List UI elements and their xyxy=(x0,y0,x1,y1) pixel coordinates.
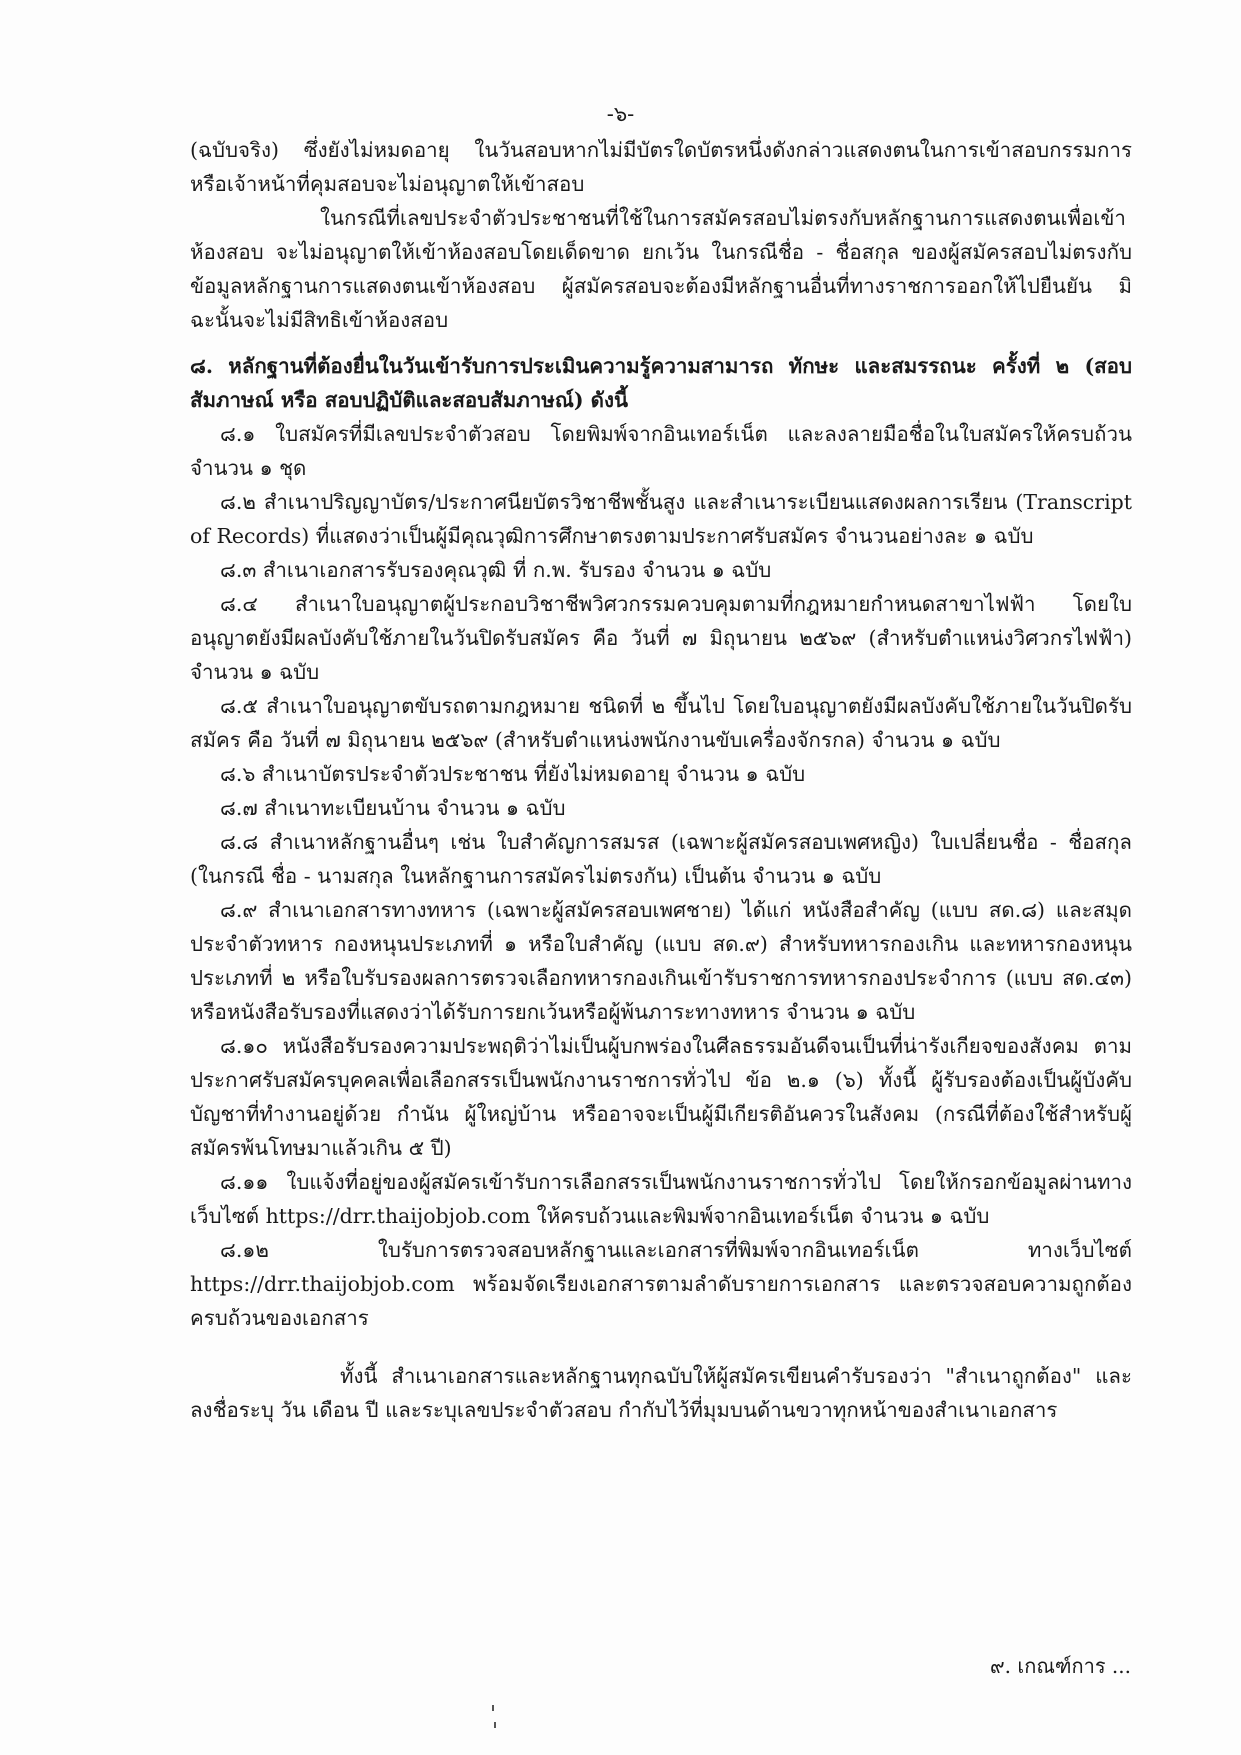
list-item: ๘.๗ สำเนาทะเบียนบ้าน จำนวน ๑ ฉบับ xyxy=(220,796,566,820)
list-item: ๘.๘ สำเนาหลักฐานอื่นๆ เช่น ใบสำคัญการสมรส (เฉพาะผู้สมัครสอบเพศหญิง) ใบเปลี่ยนชื่อ - ชื่อสกุล (ในกรณี ชื่อ - นามสกุล ในหลักฐานการสมัครไม่ตรงกัน) เป็นต้น จำนวน ๑ ฉบับ xyxy=(190,830,1132,888)
document-body xyxy=(190,133,1132,1427)
list-item: ๘.๕ สำเนาใบอนุญาตขับรถตามกฎหมาย ชนิดที่ ๒ ขึ้นไป โดยใบอนุญาตยังมีผลบังคับใช้ภายในวันปิดรับสมัคร คือ วันที่ ๗ มิถุนายน ๒๕๖๙ (สำหรับตำแหน่งพนักงานขับเครื่องจักรกล) จำนวน ๑ ฉบับ xyxy=(190,694,1132,752)
section-8-heading: ๘. หลักฐานที่ต้องยื่นในวันเข้ารับการประเมินความรู้ความสามารถ ทักษะ และสมรรถนะ ครั้งที่ ๒ (สอบสัมภาษณ์ หรือ สอบปฏิบัติและสอบสัมภาษณ์) ดังนี้ xyxy=(190,354,1132,412)
list-item: ๘.๑ ใบสมัครที่มีเลขประจำตัวสอบ โดยพิมพ์จากอินเทอร์เน็ต และลงลายมือชื่อในใบสมัครให้ครบถ้วน จำนวน ๑ ชุด xyxy=(190,422,1132,480)
list-item: ๘.๙ สำเนาเอกสารทางทหาร (เฉพาะผู้สมัครสอบเพศชาย) ได้แก่ หนังสือสำคัญ (แบบ สด.๘) และสมุดประจำตัวทหาร กองหนุนประเภทที่ ๑ หรือใบสำคัญ (แบบ สด.๙) สำหรับทหารกองเกิน และทหารกองหนุนประเภทที่ ๒ หรือใบรับรองผลการตรวจเลือกทหารกองเกินเข้ารับราชการทหารกองประจำการ (แบบ สด.๔๓) หรือหนังสือรับรองที่แสดงว่าได้รับการยกเว้นหรือผู้พ้นภาระทางทหาร จำนวน ๑ ฉบับ xyxy=(190,898,1132,1024)
spacer xyxy=(190,337,1132,349)
intro-paragraph-1: (ฉบับจริง) ซึ่งยังไม่หมดอายุ ในวันสอบหากไม่มีบัตรใดบัตรหนึ่งดังกล่าวแสดงตนในการเข้าสอบกรรมการหรือเจ้าหน้าที่คุมสอบจะไม่อนุญาตให้เข้าสอบ xyxy=(190,138,1132,196)
list-item: ๘.๖ สำเนาบัตรประจำตัวประชาชน ที่ยังไม่หมดอายุ จำนวน ๑ ฉบับ xyxy=(220,762,806,786)
intro-paragraph-2: ในกรณีที่เลขประจำตัวประชาชนที่ใช้ในการสมัครสอบไม่ตรงกับหลักฐานการแสดงตนเพื่อเข้าห้องสอบ จะไม่อนุญาตให้เข้าห้องสอบโดยเด็ดขาด ยกเว้น ในกรณีชื่อ - ชื่อสกุล ของผู้สมัครสอบไม่ตรงกับข้อมูลหลักฐานการแสดงตนเข้าห้องสอบ ผู้สมัครสอบจะต้องมีหลักฐานอื่นที่ทางราชการออกให้ไปยืนยัน มิฉะนั้นจะไม่มีสิทธิเข้าห้องสอบ xyxy=(190,206,1132,332)
page-number: -๖- xyxy=(606,102,635,126)
scan-speck xyxy=(494,1722,496,1728)
continuation-marker: ๙. เกณฑ์การ ... xyxy=(990,1654,1131,1678)
list-item: ๘.๑๐ หนังสือรับรองความประพฤติว่าไม่เป็นผู้บกพร่องในศีลธรรมอันดีจนเป็นที่น่ารังเกียจของสังคม ตามประกาศรับสมัครบุคคลเพื่อเลือกสรรเป็นพนักงานราชการทั่วไป ข้อ ๒.๑ (๖) ทั้งนี้ ผู้รับรองต้องเป็นผู้บังคับบัญชาที่ทำงานอยู่ด้วย กำนัน ผู้ใหญ่บ้าน หรืออาจจะเป็นผู้มีเกียรติอันควรในสังคม (กรณีที่ต้องใช้สำหรับผู้สมัครพ้นโทษมาแล้วเกิน ๕ ปี) xyxy=(190,1034,1132,1160)
list-item: ๘.๑๑ ใบแจ้งที่อยู่ของผู้สมัครเข้ารับการเลือกสรรเป็นพนักงานราชการทั่วไป โดยให้กรอกข้อมูลผ่านทางเว็บไซต์ https://drr.thaijobjob.com ให้ครบถ้วนและพิมพ์จากอินเทอร์เน็ต จำนวน ๑ ฉบับ xyxy=(190,1170,1132,1228)
list-item: ๘.๑๒ ใบรับการตรวจสอบหลักฐานและเอกสารที่พิมพ์จากอินเทอร์เน็ต ทางเว็บไซต์ https://drr.thaijobjob.com พร้อมจัดเรียงเอกสารตามลำดับรายการเอกสาร และตรวจสอบความถูกต้องครบถ้วนของเอกสาร xyxy=(190,1238,1132,1330)
scan-speck xyxy=(492,1705,494,1711)
spacer xyxy=(190,1335,1132,1359)
list-item: ๘.๒ สำเนาปริญญาบัตร/ประกาศนียบัตรวิชาชีพชั้นสูง และสำเนาระเบียนแสดงผลการเรียน (Transcript of Records) ที่แสดงว่าเป็นผู้มีคุณวุฒิการศึกษาตรงตามประกาศรับสมัคร จำนวนอย่างละ ๑ ฉบับ xyxy=(190,490,1132,548)
list-item: ๘.๔ สำเนาใบอนุญาตผู้ประกอบวิชาชีพวิศวกรรมควบคุมตามที่กฎหมายกำหนดสาขาไฟฟ้า โดยใบอนุญาตยังมีผลบังคับใช้ภายในวันปิดรับสมัคร คือ วันที่ ๗ มิถุนายน ๒๕๖๙ (สำหรับตำแหน่งวิศวกรไฟฟ้า) จำนวน ๑ ฉบับ xyxy=(190,592,1132,684)
list-item: ๘.๓ สำเนาเอกสารรับรองคุณวุฒิ ที่ ก.พ. รับรอง จำนวน ๑ ฉบับ xyxy=(220,558,772,582)
final-note: ทั้งนี้ สำเนาเอกสารและหลักฐานทุกฉบับให้ผู้สมัครเขียนคำรับรองว่า "สำเนาถูกต้อง" และลงชื่อระบุ วัน เดือน ปี และระบุเลขประจำตัวสอบ กำกับไว้ที่มุมบนด้านขวาทุกหน้าของสำเนาเอกสาร xyxy=(190,1364,1132,1422)
